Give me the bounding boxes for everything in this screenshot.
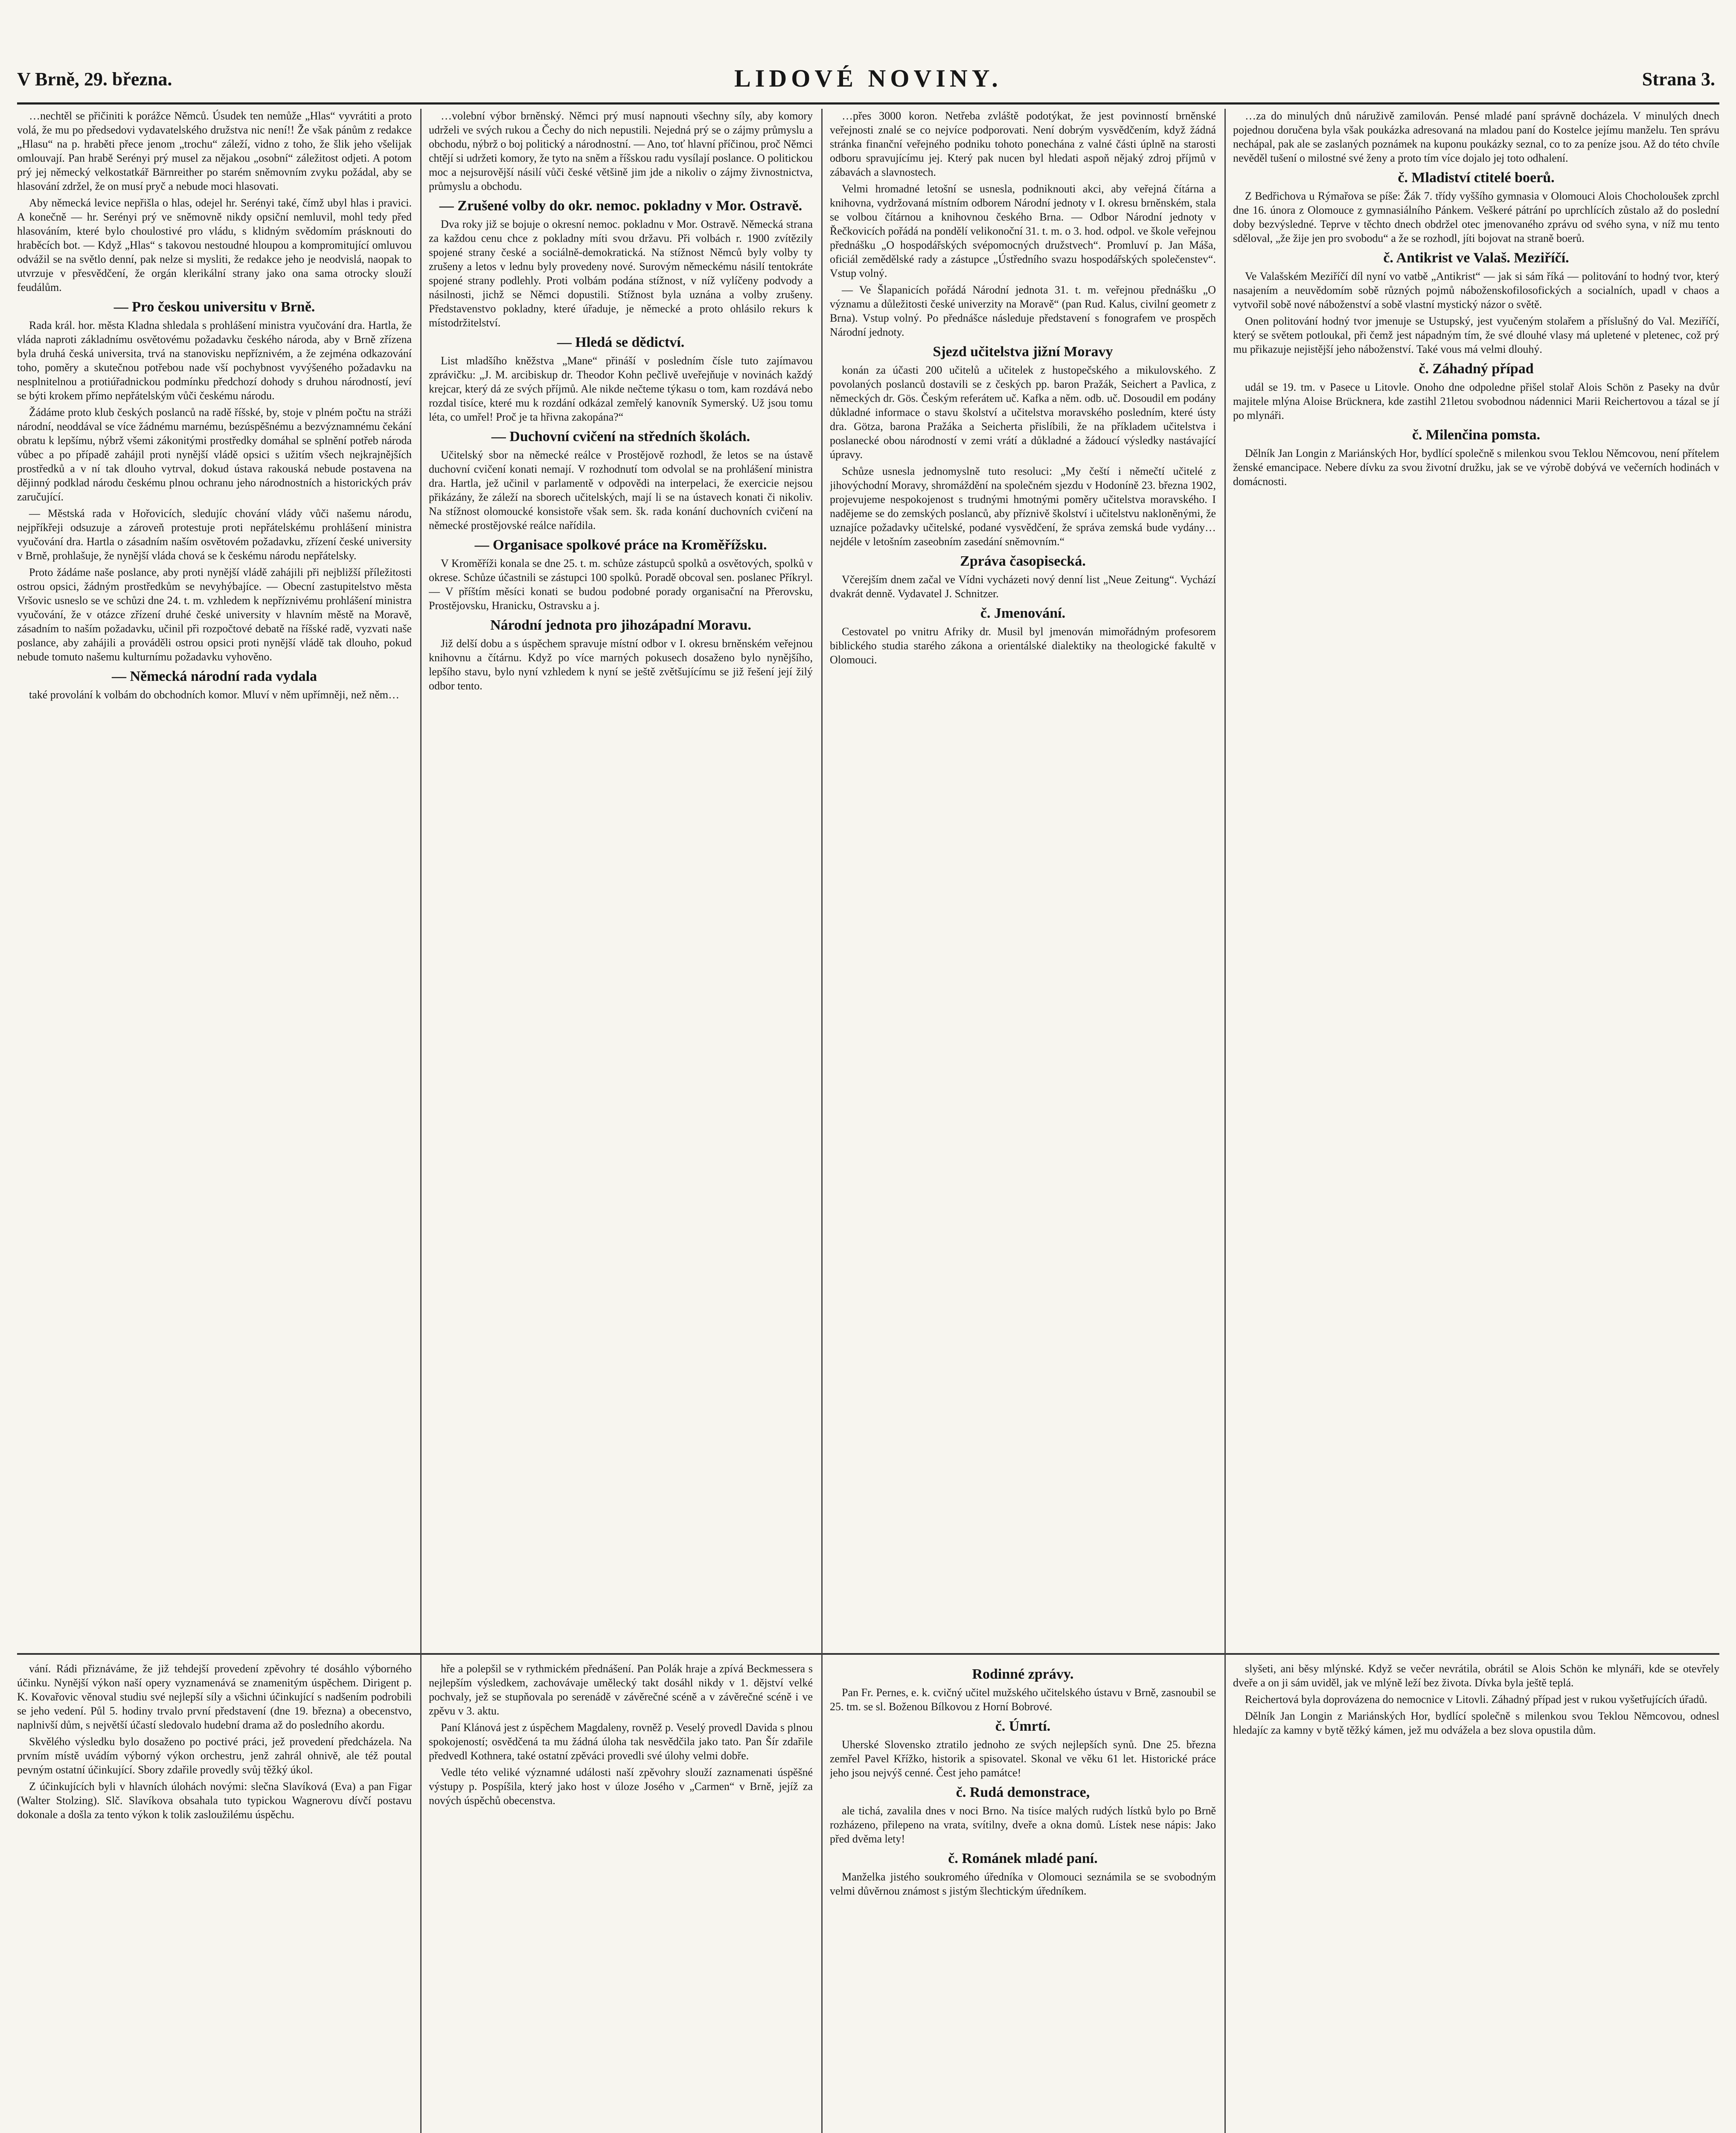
bottom-column-3 bbox=[830, 1662, 1216, 2133]
article-paragraph: Paní Klánová jest z úspěchem Magdaleny, rovněž p. Veselý provedl Davida s plnou spokojeností; osvědčená ta mu žádná úloha tak nesvědčila jako tato. Pan Šír zdařile předvedl Kothnera, také ostatní zpěváci provedli své úlohy velmi dobře. bbox=[429, 1721, 813, 1762]
article-heading: č. Úmrtí. bbox=[995, 1718, 1051, 1734]
bottom-column-4 bbox=[1233, 1662, 1719, 2133]
article-paragraph: Ve Valašském Meziříčí díl nyní vo vatbě „Antikrist“ — jak si sám říká — politování to hodný tvor, který nasajením a neuvědomím sobě různých pojmů náboženskofilosofických a socialních, upadl v chaos a vytvořil sobě nové náboženství a sobě vlastní mystický názor o světě. bbox=[1233, 270, 1719, 311]
article-paragraph: Cestovatel po vnitru Afriky dr. Musil byl jmenován mimořádným profesorem biblického studia starého zákona a orientálské dialektiky na theologické fakultě v Olomouci. bbox=[830, 625, 1216, 666]
article-paragraph: konán za účasti 200 učitelů a učitelek z hustopečského a mikulovského. Z povolaných poslanců dostavili se z českých pp. baron Pražák, Seichert a Pavlica, z německých dr. Gös. Českým referátem uč. Kafka a něm. odb. uč. Dosoudil em podány důkladné informace o stavu školství a učitelstva moravského posledním, které ústy dra. Götza, barona Pražáka a Seicherta přislíbili, že na příkladem učitelstva i poslanecké obou národností v zemi vrátí a důkladné a žádoucí výsledky nastávající úpravy. bbox=[830, 364, 1216, 461]
column-divider bbox=[1224, 109, 1226, 2133]
article-paragraph: Velmi hromadné letošní se usnesla, podniknouti akci, aby veřejná čítárna a knihovna, vydržovaná místním odborem Národní jednoty v I. okresu brněnském, stala se volbou čítárnou a knihovnou českého Brna. — Odbor Národní jednoty v Řečkovicích pořádá na pondělí velikonoční 31. t. m. o 3. hod. odpol. ve škole veřejnou přednášku „O hospodářských svépomocných družstvech“. Promluví p. Jan Máša, oficiál zemědělské rady a zástupce „Ústředního svazu hospodářských společenstev“. Vstup volný. bbox=[830, 183, 1216, 279]
article-heading: č. Antikrist ve Valaš. Meziříčí. bbox=[1383, 250, 1569, 266]
article-heading: Sjezd učitelstva jižní Moravy bbox=[933, 344, 1113, 360]
article-paragraph: také provolání k volbám do obchodních komor. Mluví v něm upřímněji, než něm… bbox=[29, 689, 399, 701]
article-paragraph: Manželka jistého soukromého úředníka v Olomouci seznámila se se svobodným velmi důvěrnou známost s jistým šlechtickým úředníkem. bbox=[830, 1871, 1216, 1897]
article-paragraph: Dva roky již se bojuje o okresní nemoc. pokladnu v Mor. Ostravě. Německá strana za každou cenu chce z pokladny míti svou državu. Při volbách r. 1900 zvítězily spojené strany české a sociálně-demokratická. Na stížnost Němců byly volby ty zrušeny a letos v lednu byly provedeny nové. Surovým německému násilí tentokráte spojené strany podlehly. Proti volbám podána stížnost, v níž vylíčeny podvody a násilnosti, jichž se Němci dopustili. Stížnost byla uznána a volby zrušeny. Představenstvo pokladny, které úřaduje, je německé a proto ohlásilo rekurs k místodržitelství. bbox=[429, 218, 813, 329]
article-paragraph: Rada král. hor. města Kladna shledala s prohlášení ministra vyučování dra. Hartla, že vláda naproti základnímu osvětovému požadavku českého národa, aby v Brně zřízena byla druhá česká universita, trvá na stanovisku nepříznivém, a že zejména odkazování toho, poměry a skutečnou potřebou nade vší pochybnost vyvýšeného požadavku na nesplnitelnou a protiúřadnickou podmínku předchozí dohody s druhou národností, jeví se býti krokem přímo nepřátelským vůči českému národu. bbox=[17, 319, 412, 402]
issue-date: V Brně, 29. března. bbox=[17, 69, 172, 90]
page-number: Strana 3. bbox=[1642, 69, 1715, 90]
article-heading: — Zrušené volby do okr. nemoc. pokladny v Mor. Ostravě. bbox=[439, 198, 803, 214]
article-heading: č. Milenčina pomsta. bbox=[1412, 427, 1541, 443]
article-paragraph: Učitelský sbor na německé reálce v Prostějově rozhodl, že letos se na ústavě duchovní cvičení konati nemají. V rozhodnutí tom odvolal se na prohlášení ministra dra. Hartla, jež učinil v parlamentě v odpovědi na interpelaci, že exercicie nejsou přikázány, že záleží na sborech učitelských, mají li se na ústavech konati či nikoliv. Na stížnost olomoucké konsistoře však sem. šk. rada konání duchovních cvičení na německé prostějovské reálce nařídila. bbox=[429, 449, 813, 532]
article-heading: — Duchovní cvičení na středních školách. bbox=[491, 429, 750, 445]
article-paragraph: Reichertová byla doprovázena do nemocnice v Litovli. Záhadný případ jest v rukou vyšetřujících úřadů. bbox=[1245, 1693, 1707, 1706]
article-paragraph: — Ve Šlapanicích pořádá Národní jednota 31. t. m. veřejnou přednášku „O významu a důležitosti české univerzity na Moravě“ (pan Rud. Kalus, civilní geometr z Brna). Vstup volný. Po přednášce následuje představení s fonografem ve prospěch Národní jednoty. bbox=[830, 284, 1216, 338]
newspaper-title: LIDOVÉ NOVINY. bbox=[734, 64, 1002, 92]
article-paragraph: Dělník Jan Longin z Mariánských Hor, bydlící společně s milenkou svou Teklou Němcovou, odnesl hledajíc za kamny v bytě těžký kámen, jež mu odvážela a bez slova opustila dům. bbox=[1233, 1710, 1719, 1736]
article-paragraph: Schůze usnesla jednomyslně tuto resoluci: „My čeští i němečtí učitelé z jihovýchodní Moravy, shromáždění na společném sjezdu v Hodoníně 23. března 1902, projevujeme nespokojenost s trudnými hmotnými poměry učitelstva moravského. I nadějeme se do zemských poslanců, aby příznivě školství i učitelstvu nakloněnými, že uznajíce požadavky učitelské, podané vysvědčení, že správa zemská bude vydány… nejdéle v letošním zaseobním zasedání sněmovním.“ bbox=[830, 465, 1216, 548]
article-paragraph: List mladšího kněžstva „Mane“ přináší v posledním čísle tuto zajímavou zprávičku: „J. M. arcibiskup dr. Theodor Kohn pečlivě uveřejňuje v novinách každý krejcar, který dá ze svých příjmů. Ale nikde nečteme týkasu o tom, kam rozdává nebo rozdal tisíce, které mu k rozdání odkázal zemřelý kanovník Symerský. Už jsou tomu léta, co umřel! Proč je ta hřivna zakopána?“ bbox=[429, 355, 813, 423]
article-paragraph: Již delší dobu a s úspěchem spravuje místní odbor v I. okresu brněnském veřejnou knihovnu a čítárnu. Když po více marných pokusech dosaženo bylo nynějšího, lepšího stavu, bylo nyní vzhledem k nyní se ještě zvětšujícímu se již řešení její žilý odbor tento. bbox=[429, 637, 813, 692]
article-heading: Rodinné zprávy. bbox=[972, 1666, 1074, 1682]
article-paragraph: Dělník Jan Longin z Mariánských Hor, bydlící společně s milenkou svou Teklou Němcovou, není přítelem ženské emancipace. Nebere dívku za svou životní družku, jak se ve výrobě dobývá ve večerních hodinách v domácnosti. bbox=[1233, 447, 1719, 488]
article-paragraph: Z Bedřichova u Rýmařova se píše: Žák 7. třídy vyššího gymnasia v Olomouci Alois Chocholoušek zprchl dne 16. února z Olomouce z gymnasiálního Pánkem. Veškeré pátrání po uprchlících zůstalo až do poslední doby bezvýsledné. Teprve v těchto dnech obdržel otec jmenovaného zprávu od svého syna, v níž mu tento sděloval, „že žije jen pro svobodu“ a že se rozhodl, jíti bojovat na straně boerů. bbox=[1233, 190, 1719, 244]
bottom-column-1 bbox=[17, 1662, 412, 2133]
article-heading: č. Románek mladé paní. bbox=[948, 1851, 1098, 1866]
article-paragraph: V Kroměříži konala se dne 25. t. m. schůze zástupců spolků a osvětových, spolků v okrese. Schůze účastnili se zástupci 100 spolků. Poradě obcoval sen. poslanec Příkryl. — V příštím měsíci konati se budou podobné porady organisační na Přerovsku, Prostějovsku, Hranicku, Ostravsku a j. bbox=[429, 557, 813, 612]
article-paragraph: Skvělého výsledku bylo dosaženo po poctivé práci, jež provedení předcházela. Na prvním místě uvádím výborný výkon orchestru, jenž zahrál ohnivě, ale též poutal pevným ostatní účinkující. Sbory zdařile provedly svůj těžký úkol. bbox=[17, 1735, 412, 1776]
article-paragraph: …přes 3000 koron. Netřeba zvláště podotýkat, že jest povinností brněnské veřejnosti znalé se co nejvíce podporovati. Není dobrým vysvědčením, když žádná stránka finanční veřejného podniku tohoto ponechána z valné části úplně na starosti odboru spravujícímu jej. Který pak nucen byl hledati aspoň nějaký zdroj příjmů v zábavách a slavnostech. bbox=[830, 110, 1216, 178]
article-heading: č. Jmenování. bbox=[980, 605, 1066, 621]
article-paragraph: Včerejším dnem začal ve Vídni vycházeti nový denní list „Neue Zeitung“. Vychází dvakrát denně. Vydavatel J. Schnitzer. bbox=[830, 573, 1216, 600]
article-paragraph: Aby německá levice nepřišla o hlas, odejel hr. Serényi také, čímž ubyl hlas i pravici. A konečně — hr. Serényi prý ve sněmovně nikdy opsiční nemluvil, mohl tedy před hlasováním, které bylo choulostivé pro vládu, s klidným svědomím prásknouti do hraběcích bot. — Když „Hlas“ s takovou nestoudné hloupou a kompromitující omluvou odvážil se na světlo denní, pak nelze si mysliti, že redakce jeho je neodvislá, naopak to utvrzuje v přesvědčení, že orgán klerikální strany jako ona sama otrocky slouží feudálům. bbox=[17, 197, 412, 294]
article-heading: — Hledá se dědictví. bbox=[557, 334, 685, 350]
article-paragraph: vání. Rádi přiznáváme, že již tehdejší provedení zpěvohry té dosáhlo výborného účinku. Nynější výkon naší opery vyznamenává se znamenitým úspěchem. Dirigent p. K. Kovařovic věnoval studiu své nejlepší síly a všichni účinkující s nadšením podrobili se jeho vedení. Půl 5. hodiny trvalo první představení (dne 19. března) a obecenstvo, naplnivší dům, s největší účastí sledovalo hudební drama až do posledního akordu. bbox=[17, 1662, 412, 1731]
article-paragraph: …nechtěl se přičiniti k porážce Němců. Úsudek ten nemůže „Hlas“ vyvrátiti a proto volá, že mu po předsedovi vydavatelského družstva nic není!! Že však pánům z redakce „Hlasu“ na p. hraběti přece jenom „trochu“ záleží, vidno z toho, že šlik jeho všelijak omlouvají. Pan hrabě Serényi prý musel za nějakou „osobní“ záležitost odjeti. A potom prý jej německý velkostatkář Bärnreither po starém sněmovním zvyku požádal, aby se hlasování zdržel, že on musí pryč a nebude moci hlasovati. bbox=[17, 110, 412, 192]
column-1 bbox=[17, 109, 412, 1645]
article-heading: — Německá národní rada vydala bbox=[111, 668, 317, 684]
article-paragraph: Z účinkujících byli v hlavních úlohách novými: slečna Slavíková (Eva) a pan Figar (Walter Stolzing). Slč. Slavíkova obsahala tuto typickou Wagnerovu dívčí postavu dokonale a došla za tento výkon k tolik zasloužilému úspěchu. bbox=[17, 1780, 412, 1821]
article-heading: — Organisace spolkové práce na Kroměřížsku. bbox=[474, 537, 767, 553]
article-paragraph: ale tichá, zavalila dnes v noci Brno. Na tisíce malých rudých lístků bylo po Brně rozházeno, přilepeno na vrata, svítilny, dveře a okna domů. Lístek nese nápis: Jako před dvěma lety! bbox=[830, 1805, 1216, 1845]
masthead bbox=[17, 64, 1719, 98]
column-4 bbox=[1233, 109, 1719, 1645]
article-heading: Zpráva časopisecká. bbox=[960, 553, 1086, 569]
article-heading: č. Záhadný případ bbox=[1419, 361, 1534, 377]
article-heading: — Pro českou universitu v Brně. bbox=[113, 299, 315, 315]
article-paragraph: Proto žádáme naše poslance, aby proti nynější vládě zahájili při nejbližší příležitosti ostrou opsici, žádným prostředkům se nevyhýbajíce. — Obecní zastupitelstvo města Vršovic usneslo se ve schůzi dne 24. t. m. vzhledem k nepříznivému prohlášení ministra vyučování, že v otázce zřízení druhé české university v hlavním městě na Moravě, zásadním to naším požadavku, učinil při rozpočtové debatě na říšské radě, vyzvati naše poslance, aby zahájili a prováděli ostrou opsici proti nynější vládě tak dlouho, pokud nebude tomuto našemu kulturnímu požadavku vyhověno. bbox=[17, 566, 412, 663]
masthead-rule bbox=[17, 102, 1719, 105]
column-divider bbox=[420, 109, 422, 2133]
article-paragraph: Uherské Slovensko ztratilo jednoho ze svých nejlepších synů. Dne 25. března zemřel Pavel Křížko, historik a spisovatel. Skonal ve věku 61 let. Historické práce jeho jsou nejvýš cenné. Čest jeho památce! bbox=[830, 1738, 1216, 1779]
article-paragraph: …za do minulých dnů náruživě zamilován. Pensé mladé paní správně docházela. V minulých dnech pojednou doručena byla však poukázka adresovaná na mladou paní do Kostelce jejímu manželu. Ten správu nechápal, pak ale se zaslaných poznámek na kuponu poukázky seznal, co to za peníze jsou. Až do této chvíle nevěděl tušení o milostné své ženy a proto tím více dojalo jej toto odhalení. bbox=[1233, 110, 1719, 164]
article-heading: č. Mladiství ctitelé boerů. bbox=[1398, 170, 1555, 186]
article-paragraph: Onen politování hodný tvor jmenuje se Ustupský, jest vyučeným stolařem a příslušný do Val. Meziříčí, který se světem potloukal, při čemž jest nápadným tím, že své dlouhé vlasy má upletené v pletenec, což prý mu přikazuje nejistější jeho náboženství. Také vous má velmi dlouhý. bbox=[1233, 315, 1719, 355]
article-paragraph: Vedle této veliké významné události naší zpěvohry slouží zaznamenati úspěšné výstupy p. Pospíšila, který jako host v úloze Josého v „Carmen“ v Brně, jejíž za nových úspěchů obecenstva. bbox=[429, 1766, 813, 1807]
article-heading: č. Rudá demonstrace, bbox=[956, 1784, 1090, 1800]
article-paragraph: slyšeti, ani běsy mlýnské. Když se večer nevrátila, obrátil se Alois Schön ke mlynáři, kde se otevřely dveře a on ji sám uviděl, jak ve mlýně leží bez života. Dívka byla ještě teplá. bbox=[1233, 1662, 1719, 1689]
article-paragraph: — Městská rada v Hořovicích, sledujíc chování vlády vůči našemu národu, nejpříkřeji odsuzuje a zároveň protestuje proti nepřátelskému prohlášení ministra vyučování dra. Hartla o zásadním naším osvětovém požadavku, zřízení české university v Brně, prohlašuje, že nynější vláda chová se k českému národu nepřátelsky. bbox=[17, 507, 412, 562]
bottom-column-2 bbox=[429, 1662, 813, 2133]
article-paragraph: …volební výbor brněnský. Němci prý musí napnouti všechny síly, aby komory udrželi ve svých rukou a Čechy do nich nepustili. Nejedná prý se o zájmy průmyslu a obchodu, nýbrž o boj politický a národnostní. — Ano, toť hlavní příčinou, proč Němci chtějí si udržeti komory, že tyto na sněm a říšskou radu vysílají poslance. O politickou moc a nejsurovější násilí vůči české většině jim jde a nikoliv o zájmy živnostnictva, průmyslu a obchodu. bbox=[429, 110, 813, 192]
article-paragraph: hře a polepšil se v rythmickém přednášení. Pan Polák hraje a zpívá Beckmessera s nejlepším výsledkem, zachovávaje umělecký takt dosáhl nikdy v 1. dějství velké pochvaly, jež se stupňovala po serenádě v závěrečné scéně a v závěrečné scéně i ve zpěvu v 3. aktu. bbox=[429, 1662, 813, 1717]
article-heading: Národní jednota pro jihozápadní Moravu. bbox=[490, 617, 751, 633]
article-paragraph: Žádáme proto klub českých poslanců na radě říšské, by, stoje v plném počtu na stráži národní, neoddával se více žádnému marnému, bezúspěšnému a bezvýznamnému čekání obratu k lepšímu, nýbrž všemi zákonitými prostředky domáhal se splnění potřeb národa vůbec a po případě zahájil proti nynější vládě opsici s užitím všech nejkrajnějších prostředků a v ní tak dlouho vytrval, dokud ústava rakouská nebude postavena na dějinný podklad národu českému plnou ochranu jeho národnostních a historických práv zaručující. bbox=[17, 406, 412, 503]
article-paragraph: Pan Fr. Pernes, e. k. cvičný učitel mužského učitelského ústavu v Brně, zasnoubil se 25. tm. se sl. Boženou Bílkovou z Horní Bobrové. bbox=[830, 1686, 1216, 1713]
section-rule bbox=[17, 1653, 1719, 1655]
column-3 bbox=[830, 109, 1216, 1645]
article-paragraph: udál se 19. tm. v Pasece u Litovle. Onoho dne odpoledne přišel stolař Alois Schön z Paseky na dvůr majitele mlýna Aloise Brücknera, kde zastihl 21letou svobodnou nádennici Marii Reichertovou a tázal se jí po mlynáři. bbox=[1233, 381, 1719, 421]
column-divider bbox=[821, 109, 823, 2133]
column-2 bbox=[429, 109, 813, 1645]
